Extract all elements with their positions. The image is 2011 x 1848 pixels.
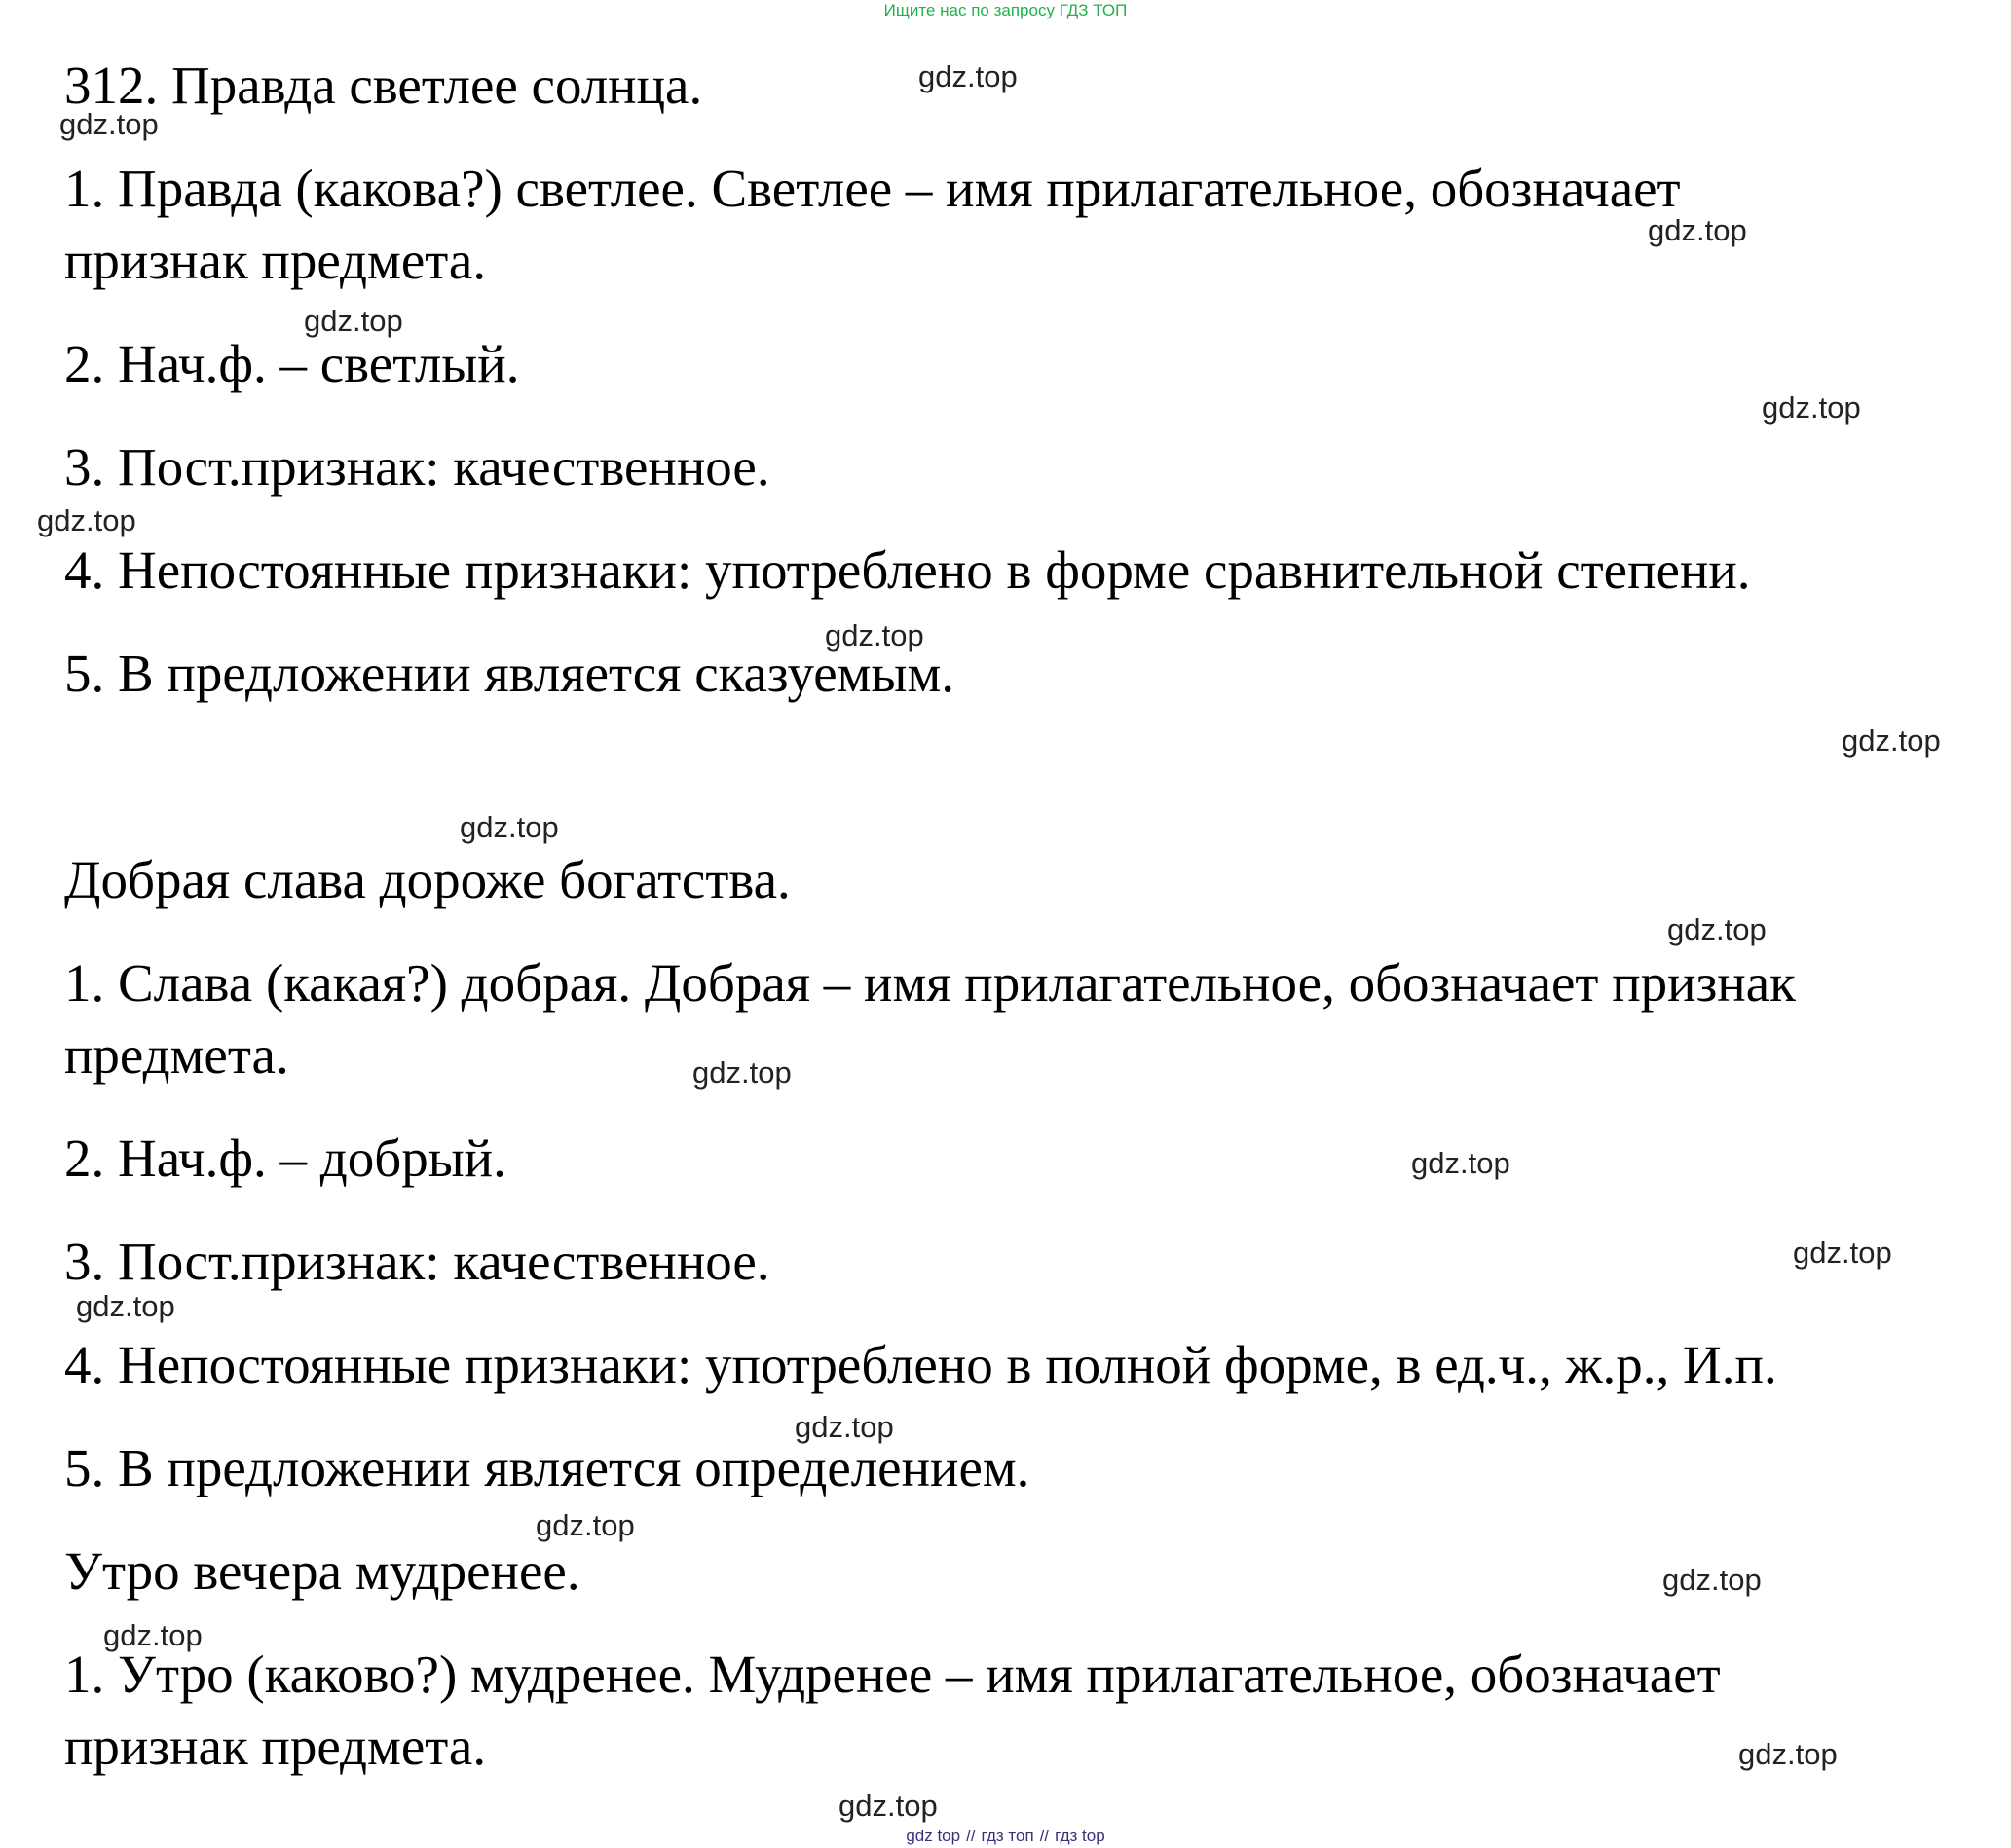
footer-links bbox=[0, 1827, 2011, 1846]
footer-link[interactable]: гдз top bbox=[1055, 1827, 1105, 1845]
watermark: gdz.top bbox=[825, 618, 924, 652]
watermark: gdz.top bbox=[838, 1789, 938, 1823]
header-note: Ищите нас по запросу ГДЗ ТОП bbox=[883, 1, 1128, 19]
watermark: gdz.top bbox=[536, 1508, 635, 1542]
text-line: 1. Слава (какая?) добрая. Добрая – имя прилагательное, обозначает признак bbox=[64, 953, 1796, 1013]
text-line: 1. Утро (каково?) мудренее. Мудренее – имя прилагательное, обозначает bbox=[64, 1645, 1721, 1704]
text-line: 2. Нач.ф. – светлый. bbox=[64, 334, 520, 393]
text-line: 5. В предложении является сказуемым. bbox=[64, 644, 954, 703]
watermark: gdz.top bbox=[304, 304, 403, 338]
watermark: gdz.top bbox=[1411, 1146, 1510, 1180]
text-line: 2. Нач.ф. – добрый. bbox=[64, 1128, 506, 1188]
watermark: gdz.top bbox=[1662, 1563, 1762, 1597]
text-line: 4. Непостоянные признаки: употреблено в форме сравнительной степени. bbox=[64, 540, 1751, 600]
text-line: 4. Непостоянные признаки: употреблено в полной форме, в ед.ч., ж.р., И.п. bbox=[64, 1335, 1777, 1394]
footer-link[interactable]: gdz top bbox=[906, 1827, 961, 1845]
watermark: gdz.top bbox=[37, 503, 136, 537]
watermark: gdz.top bbox=[103, 1618, 203, 1652]
exercise-title: 312. Правда светлее солнца. bbox=[64, 55, 703, 115]
watermark: gdz.top bbox=[692, 1055, 792, 1090]
watermark: gdz.top bbox=[918, 59, 1018, 93]
proverb-heading: Утро вечера мудренее. bbox=[64, 1541, 580, 1601]
watermark: gdz.top bbox=[59, 107, 159, 141]
text-line: 3. Пост.признак: качественное. bbox=[64, 1232, 770, 1291]
watermark: gdz.top bbox=[795, 1410, 894, 1444]
text-line: признак предмета. bbox=[64, 1717, 487, 1776]
watermark: gdz.top bbox=[1738, 1737, 1838, 1771]
footer-separator: // bbox=[966, 1827, 976, 1845]
footer-separator: // bbox=[1039, 1827, 1050, 1845]
watermark: gdz.top bbox=[460, 810, 559, 844]
watermark: gdz.top bbox=[76, 1289, 175, 1323]
watermark: gdz.top bbox=[1793, 1236, 1892, 1270]
watermark: gdz.top bbox=[1667, 912, 1767, 946]
watermark: gdz.top bbox=[1762, 390, 1861, 425]
text-line: признак предмета. bbox=[64, 231, 487, 290]
text-line: 3. Пост.признак: качественное. bbox=[64, 437, 770, 497]
footer-link[interactable]: гдз топ bbox=[981, 1827, 1034, 1845]
text-line: предмета. bbox=[64, 1025, 289, 1085]
proverb-heading: Добрая слава дороже богатства. bbox=[64, 850, 791, 909]
watermark: gdz.top bbox=[1842, 723, 1941, 758]
text-line: 1. Правда (какова?) светлее. Светлее – имя прилагательное, обозначает bbox=[64, 159, 1681, 218]
watermark: gdz.top bbox=[1648, 213, 1747, 247]
text-line: 5. В предложении является определением. bbox=[64, 1438, 1030, 1497]
